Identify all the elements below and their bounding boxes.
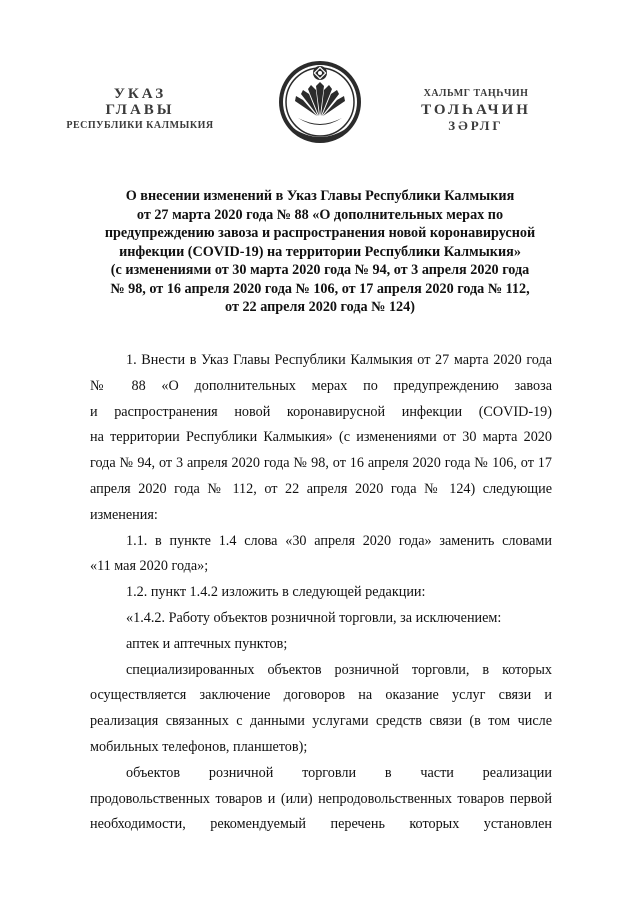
header-left-block xyxy=(60,86,220,134)
body-line: мобильных телефонов, планшетов); xyxy=(90,738,308,755)
body-line: осуществляется заключение договоров на оказание услуг связи и xyxy=(90,687,552,704)
body-line: апреля 2020 года № 112, от 22 апреля 2020 года № 124) следующие xyxy=(90,480,552,497)
body-line: и распространения новой коронавирусной инфекции (COVID-19) xyxy=(90,403,552,420)
header-left-line-1: УКАЗ xyxy=(113,86,167,102)
header-left-line-2: ГЛАВЫ xyxy=(105,102,175,118)
body-line: «1.4.2. Работу объектов розничной торговли, за исключением: xyxy=(126,609,502,626)
header-right-line-3: ЗӘРЛГ xyxy=(448,118,504,133)
header-right-line-2: ТОЛҺАЧИН xyxy=(421,102,531,118)
body-line: на территории Республики Калмыкия» (с изменениями от 30 марта 2020 xyxy=(90,429,552,446)
body-line: специализированных объектов розничной торговли, в которых xyxy=(126,661,552,678)
coat-of-arms-emblem-icon xyxy=(270,58,370,146)
body-line: аптек и аптечных пунктов; xyxy=(126,635,288,652)
body-line: объектов розничной торговли в части реализации xyxy=(126,764,552,781)
title-line: предупреждению завоза и распространения новой коронавирусной xyxy=(104,225,536,241)
header-right-block xyxy=(396,86,556,134)
document-body xyxy=(90,348,552,838)
body-line: 1. Внести в Указ Главы Республики Калмыкия от 27 марта 2020 года xyxy=(126,352,552,368)
body-line: «11 мая 2020 года»; xyxy=(90,558,209,575)
header-left-line-3: РЕСПУБЛИКИ КАЛМЫКИЯ xyxy=(66,120,214,131)
title-line: № 98, от 16 апреля 2020 года № 106, от 17 апреля 2020 года № 112, xyxy=(110,280,530,297)
body-line: изменения: xyxy=(90,506,158,523)
body-line: № 88 «О дополнительных мерах по предупреждению завоза xyxy=(90,377,552,394)
title-line: от 22 апреля 2020 года № 124) xyxy=(225,299,415,315)
title-line: О внесении изменений в Указ Главы Республики Калмыкия xyxy=(125,188,515,204)
body-line: 1.2. пункт 1.4.2 изложить в следующей редакции: xyxy=(126,584,426,601)
header-right-line-1: ХАЛЬМГ ТАҢҺЧИН xyxy=(423,88,529,99)
body-line: 1.1. в пункте 1.4 слова «30 апреля 2020 года» заменить словами xyxy=(126,532,552,549)
body-line: продовольственных товаров и (или) непродовольственных товаров первой xyxy=(90,790,552,807)
body-line: необходимости, рекомендуемый перечень которых установлен xyxy=(90,816,552,833)
body-line: года № 94, от 3 апреля 2020 года № 98, от 16 апреля 2020 года № 106, от 17 xyxy=(90,455,552,472)
body-line: реализация связанных с данными услугами средств связи (в том числе xyxy=(90,713,552,730)
document-title xyxy=(90,187,550,317)
title-line: инфекции (COVID-19) на территории Республики Калмыкия» xyxy=(119,243,521,260)
title-line: от 27 марта 2020 года № 88 «О дополнительных мерах по xyxy=(136,206,504,223)
title-line: (с изменениями от 30 марта 2020 года № 94, от 3 апреля 2020 года xyxy=(110,262,530,278)
